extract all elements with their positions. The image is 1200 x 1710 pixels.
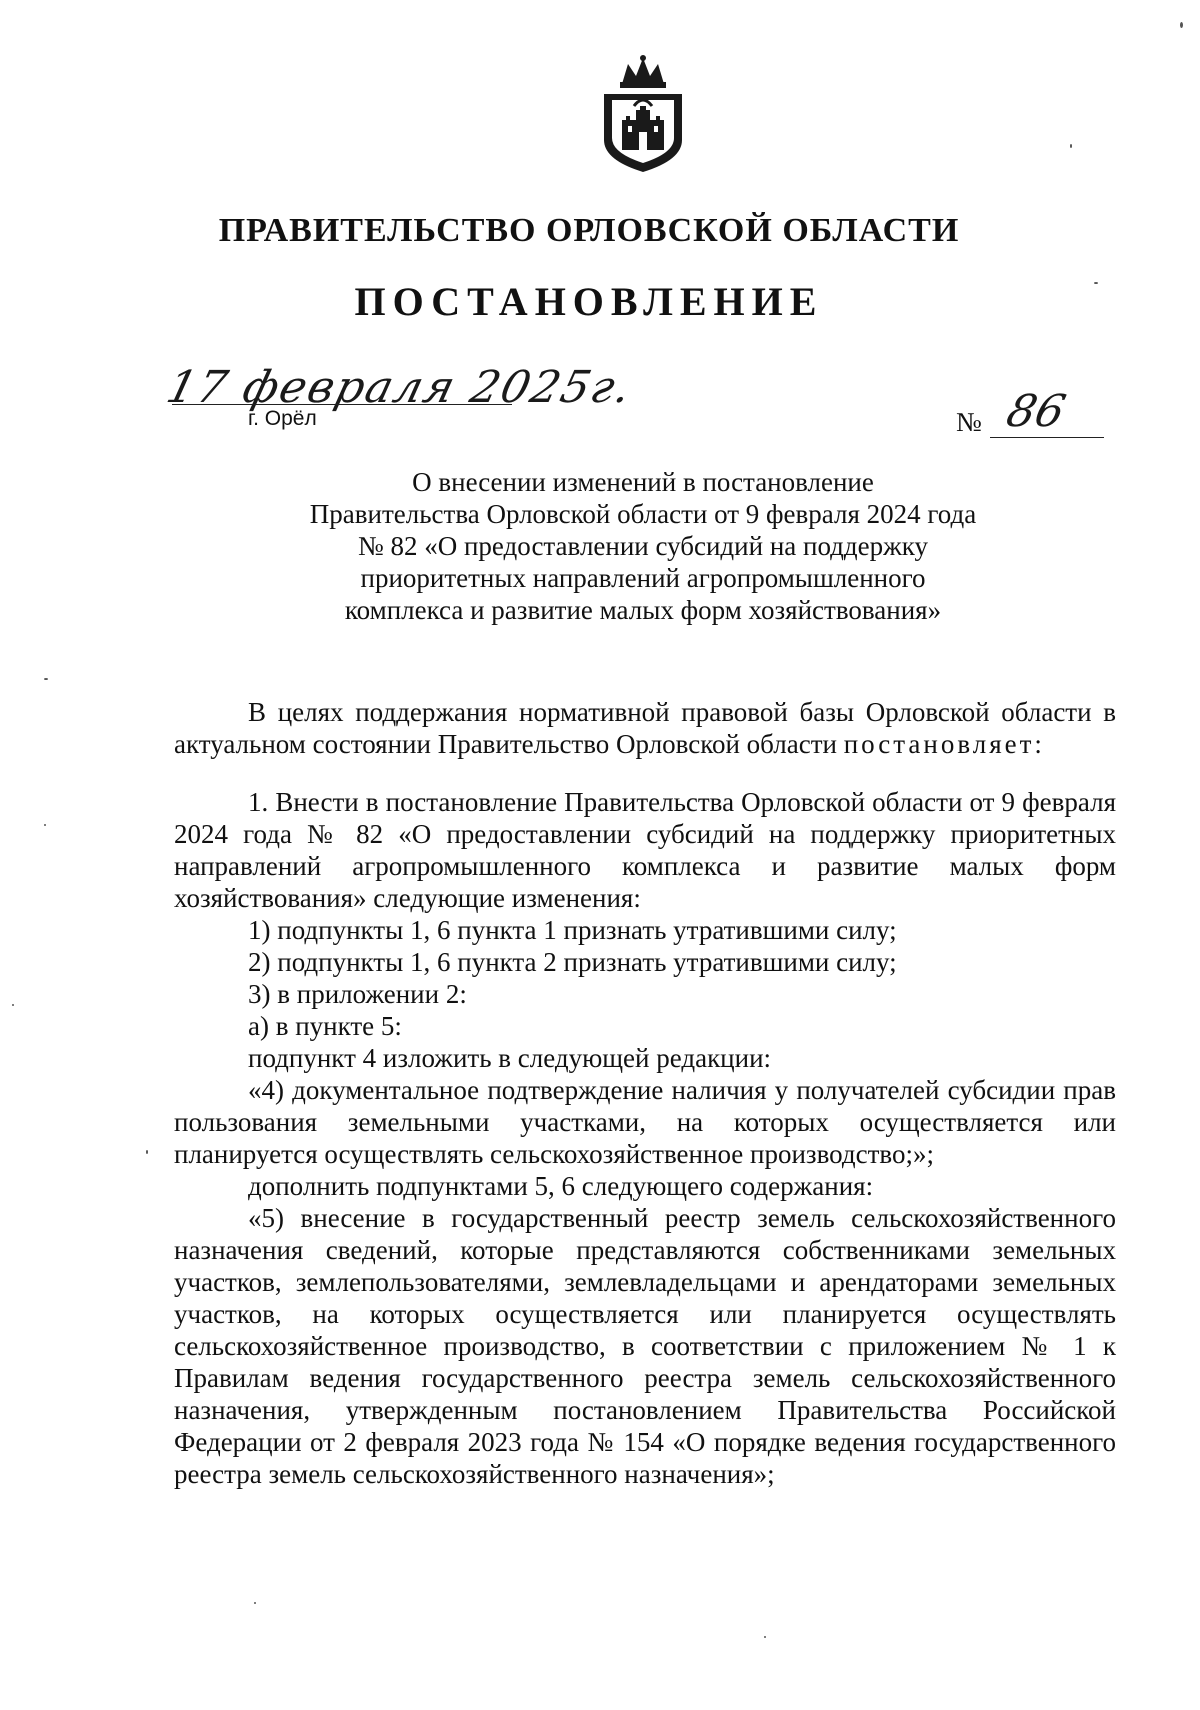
scan-speck (254, 1602, 256, 1604)
quoted-subitem-4: «4) документальное подтверждение наличия у получателей субсидии прав пользования земельными участками, на которых осуществляется или планируется осуществлять сельскохозяйственное производство;»; (174, 1075, 1116, 1169)
resolves-word: постановляет: (843, 729, 1045, 759)
scan-speck (1070, 144, 1072, 148)
subject-line: № 82 «О предоставлении субсидий на поддержку (357, 531, 929, 561)
subitem-1-paragraph: 1) подпункты 1, 6 пункта 1 признать утратившими силу; (248, 915, 897, 945)
scan-speck (1094, 282, 1098, 284)
document-body (174, 696, 1116, 1490)
subitem-2-paragraph: 2) подпункты 1, 6 пункта 2 признать утратившими силу; (248, 947, 897, 977)
preamble-paragraph (174, 696, 1116, 760)
document-type-title: ПОСТАНОВЛЕНИЕ (354, 279, 824, 324)
quoted-subitem-5: «5) внесение в государственный реестр земель сельскохозяйственного назначения сведений, которые представляются собственниками земельных участков, землепользователями, землевладельцами и арендаторами земельных участков, на которых осуществляется или планируется осуществлять сельскохозяйственное производство, в соответствии с приложением № 1 к Правилам ведения государственного реестра земель сельскохозяйственного назначения, утвержденным постановлением Правительства Российской Федерации от 2 февраля 2023 года № 154 «О порядке ведения государственного реестра земель сельскохозяйственного назначения»; (174, 1203, 1116, 1489)
scan-speck (146, 1150, 148, 1154)
subject-line: О внесении изменений в постановление (412, 467, 874, 497)
subject-line: приоритетных направлений агропромышленного (360, 563, 926, 593)
subitem-3-paragraph: 3) в приложении 2: (248, 979, 467, 1009)
document-subject (250, 466, 1036, 626)
date-underline (172, 404, 512, 405)
scan-speck (44, 678, 48, 680)
paragraph: дополнить подпунктами 5, 6 следующего содержания: (248, 1171, 874, 1201)
scan-speck (1180, 22, 1183, 28)
number-label: № (956, 407, 982, 437)
preamble-text: В целях поддержания нормативной правовой базы Орловской области в актуальном состоянии Правительство Орловской области (174, 697, 1116, 759)
subject-line: комплекса и развитие малых форм хозяйствования» (344, 595, 942, 625)
scan-speck (12, 1004, 14, 1006)
scan-speck (764, 1636, 766, 1638)
subject-line: Правительства Орловской области от 9 февраля 2024 года (309, 499, 977, 529)
organization-title: ПРАВИТЕЛЬСТВО ОРЛОВСКОЙ ОБЛАСТИ (218, 212, 960, 249)
number-underline (990, 437, 1104, 438)
handwritten-date: 17 февраля 2025г. (161, 362, 639, 413)
city-label: г. Орёл (248, 407, 317, 430)
coat-of-arms-icon (592, 54, 694, 176)
item-1-paragraph: 1. Внести в постановление Правительства Орловской области от 9 февраля 2024 года № 82 «О предоставлении субсидий на поддержку приоритетных направлений агропромышленного комплекса и развитие малых форм хозяйствования» следующие изменения: (174, 787, 1116, 913)
scan-speck (44, 824, 46, 826)
handwritten-number: 86 (1001, 386, 1071, 437)
subitem-a-paragraph: а) в пункте 5: (248, 1011, 402, 1041)
paragraph: подпункт 4 изложить в следующей редакции: (248, 1043, 772, 1073)
